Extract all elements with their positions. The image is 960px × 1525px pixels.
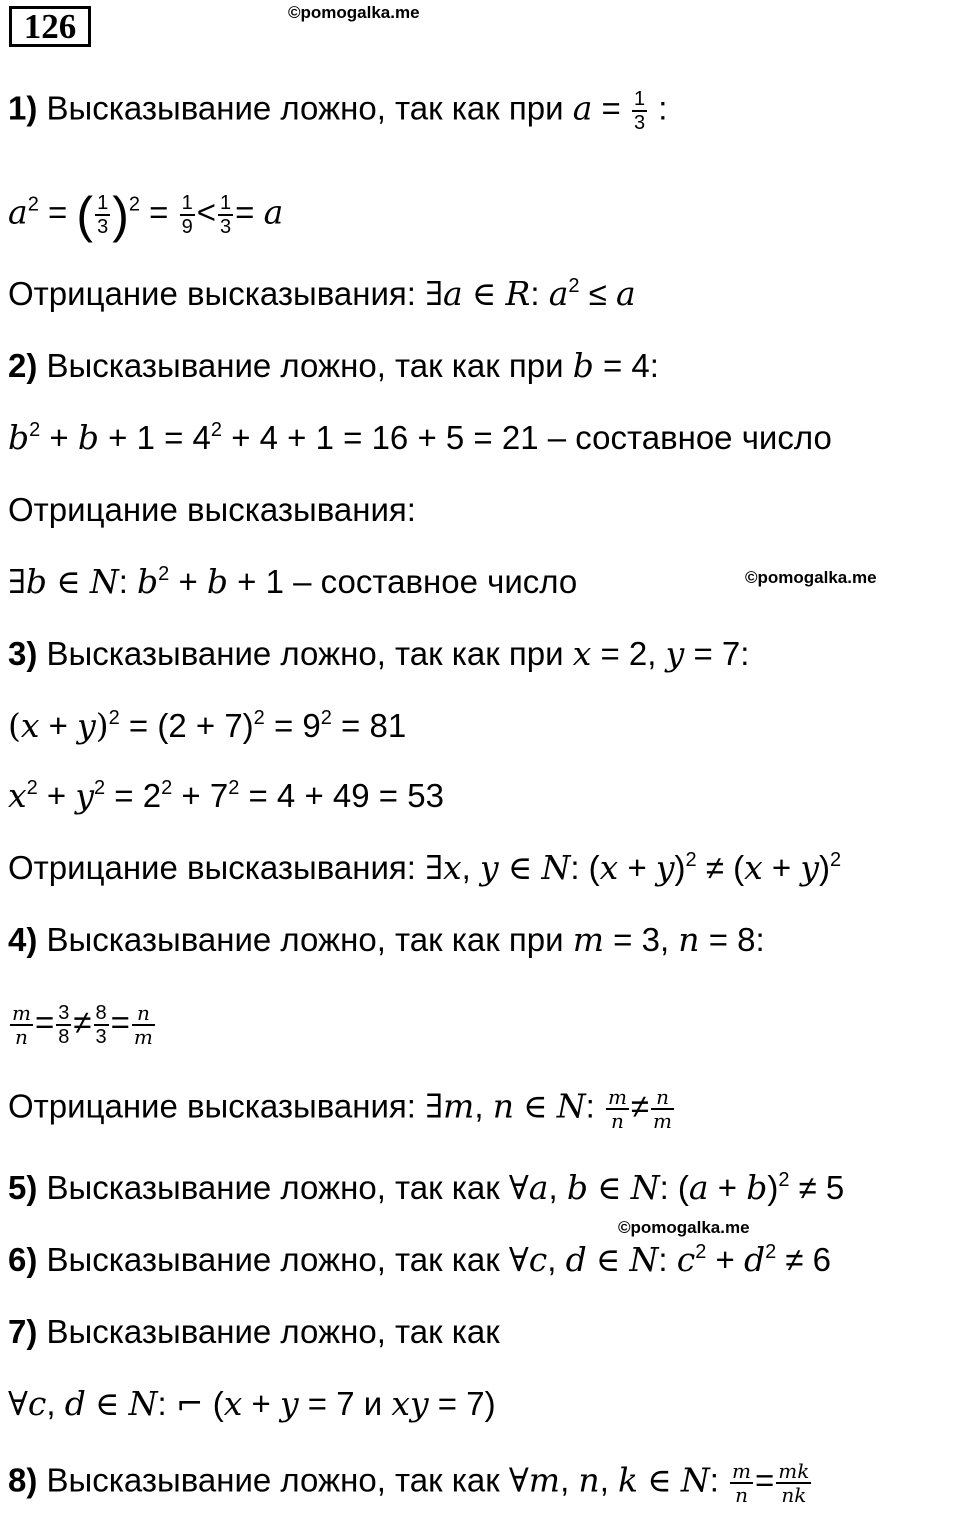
item-number: 1) <box>8 89 38 127</box>
item-3-negation: Отрицание высказывания: ∃x, y ∈ N: $(x + y)^2 \ne (x + y)^2$ <box>8 848 842 887</box>
item-3-statement: 3) Высказывание ложно, так как при x = 2, y = 7: <box>8 634 750 673</box>
item-number: 7) <box>8 1313 38 1350</box>
item-number: 5) <box>8 1169 38 1206</box>
item-text: Высказывание ложно, так как <box>46 1169 500 1206</box>
item-7-statement <box>8 1312 500 1352</box>
item-3-calc-2: $x^2 + y^2 = 2^2 + 7^2 = 4 + 49 = 53$ <box>8 776 444 815</box>
item-2-calc: $b^2 + b + 1 = 4^2 + 4 + 1 = 16 + 5 = 21$ – составное число <box>8 418 832 457</box>
item-1-calc: $a^2$ = ( $\frac{1}{3}$ )$^2$ = $\frac{1}{9}$ < $\frac{1}{3}$ = a <box>8 187 284 243</box>
item-2-negation-label <box>8 490 416 530</box>
item-number: 3) <box>8 635 38 672</box>
item-3-calc-1: $(x + y)^2 = (2 + 7)^2 = 9^2 = 81$ <box>8 706 407 745</box>
item-text: Высказывание ложно, так как <box>46 1461 500 1499</box>
calc-note: – составное число <box>293 563 578 600</box>
task-number-box <box>9 6 91 47</box>
item-text: Высказывание ложно, так как <box>46 1241 500 1278</box>
item-number: 8) <box>8 1461 38 1499</box>
item-4-calc: $\frac{m}{n}$ = $\frac{3}{8}$ ≠ $\frac{8}{3}$ = $\frac{n}{m}$ <box>12 1001 153 1049</box>
item-text: Высказывание ложно, так как при <box>46 635 564 672</box>
item-1-negation: Отрицание высказывания: ∃a ∈ R: $a^2 \le a$ <box>8 274 636 313</box>
item-text: Высказывание ложно, так как при <box>46 347 564 384</box>
watermark: ©pomogalka.me <box>618 1218 750 1237</box>
watermark: ©pomogalka.me <box>745 568 877 587</box>
watermark: ©pomogalka.me <box>288 3 420 22</box>
item-text: Высказывание ложно, так как <box>46 1313 500 1350</box>
item-1-statement: 1) Высказывание ложно, так как при a = $\frac{1}{3}$ : <box>8 88 668 134</box>
item-8-statement: 8) Высказывание ложно, так как ∀m, n, k ∈ N: $\frac{m}{n}$ = $\frac{mk}{nk}$ <box>8 1459 810 1507</box>
fraction: $\frac{1}{3}$ <box>633 88 646 134</box>
item-number: 4) <box>8 921 38 958</box>
item-4-negation: Отрицание высказывания: ∃m, n ∈ N: $\frac{m}{n}$ ≠ $\frac{n}{m}$ <box>8 1085 673 1133</box>
item-number: 2) <box>8 347 38 384</box>
item-7-formula: ∀c, d ∈ N: ⌐ (x + y = 7 и xy = 7) <box>8 1384 496 1423</box>
and-word: и <box>363 1385 383 1422</box>
item-text: Высказывание ложно, так как при <box>46 89 564 127</box>
item-6-statement: 6) Высказывание ложно, так как ∀c, d ∈ N: $c^2 + d^2 \ne 6$ <box>8 1240 832 1279</box>
negation-label: Отрицание высказывания: <box>8 1087 416 1125</box>
negation-label: Отрицание высказывания: <box>8 849 416 886</box>
negation-label: Отрицание высказывания: <box>8 491 416 528</box>
item-text: Высказывание ложно, так как при <box>46 921 564 958</box>
negation-label: Отрицание высказывания: <box>8 275 416 312</box>
item-5-statement: 5) Высказывание ложно, так как ∀a, b ∈ N: $(a + b)^2 \ne 5$ <box>8 1168 845 1207</box>
task-number: 126 <box>23 7 77 46</box>
calc-note: – составное число <box>547 419 832 456</box>
item-2-statement: 2) Высказывание ложно, так как при b = 4: <box>8 346 659 385</box>
item-4-statement: 4) Высказывание ложно, так как при m = 3, n = 8: <box>8 920 765 959</box>
item-number: 6) <box>8 1241 38 1278</box>
item-2-negation: ∃b ∈ N: $b^2 + b + 1$ – составное число <box>8 562 578 601</box>
